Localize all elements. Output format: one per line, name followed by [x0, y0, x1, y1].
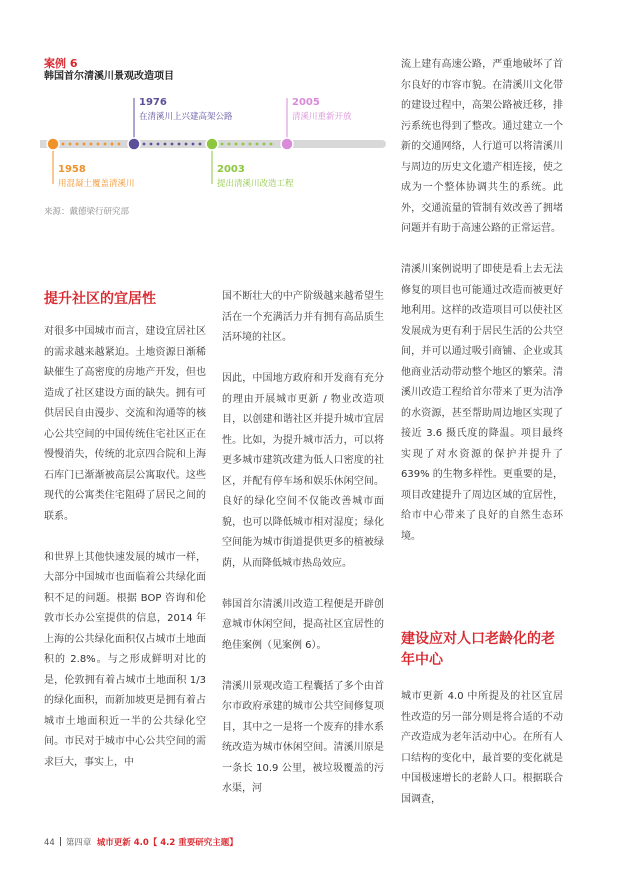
- col2-paragraph-1: 国不断壮大的中产阶级越来越希望生活在一个充满活力并有拥有高品质生活环境的社区。: [222, 291, 384, 343]
- timeline-node-1976: [128, 138, 140, 150]
- column-3-bottom: [401, 687, 563, 810]
- column-2: [222, 287, 384, 800]
- timeline-node-2003: [206, 138, 218, 150]
- case-label: 案例 6: [44, 57, 78, 70]
- timeline-dot: [143, 143, 146, 146]
- timeline-dot: [185, 143, 188, 146]
- timeline-dot: [242, 143, 245, 146]
- timeline-text-1976: 在清溪川上兴建高架公路: [139, 112, 233, 122]
- column-1: [44, 322, 206, 773]
- timeline-text-2005: 清溪川重新开放: [292, 112, 352, 122]
- timeline-text-2003: 提出清溪川改造工程: [217, 179, 294, 189]
- footer-section: 城市更新 4.0【 4.2 重要研究主题】: [96, 838, 238, 848]
- timeline-dot: [171, 143, 174, 146]
- footer-chapter: 第四章: [65, 838, 92, 848]
- col1-paragraph-2: 和世界上其他快速发展的城市一样，大部分中国城市也面临着公共绿化面积不足的问题。根据 BOP 咨询和伦敦市长办公室提供的信息，2014 年上海的公共绿化面积仅占城市土地面积的 2.8%。与之形成鲜明对比的是，伦敦拥有着占城市土地面积 1/3 的绿化面积，而新加坡更是拥有着占城市土地面积近一半的公共绿化空间。市民对于城市中心公共空间的需求巨大，事实上，中: [44, 551, 206, 768]
- timeline-dot: [192, 143, 195, 146]
- heading-livability: 提升社区的宜居性: [44, 291, 156, 307]
- col1-paragraph-1: 对很多中国城市而言，建设宜居社区的需求越来越紧迫。土地资源日渐稀缺催生了高密度的房地产开发，但也造成了社区建设方面的缺失。拥有可供居民自由漫步、交流和沟通等的核心公共空间的中国传统住宅社区正在慢慢消失，传统的北京四合院和上海石库门已渐渐被高层公寓取代。这些现代的公寓类住宅阻碍了居民之间的联系。: [44, 326, 206, 522]
- heading-elderly-center: 建设应对人口老龄化的老年中心: [401, 631, 555, 668]
- timeline-dot: [62, 143, 65, 146]
- timeline-dot: [263, 143, 266, 146]
- timeline-dot: [199, 143, 202, 146]
- timeline-dot: [235, 143, 238, 146]
- source-note: 来源：戴德梁行研究部: [44, 207, 130, 217]
- timeline-year-1976: 1976: [139, 97, 167, 108]
- footer-divider: [60, 837, 61, 846]
- timeline-dot: [178, 143, 181, 146]
- timeline-dot: [83, 143, 86, 146]
- timeline-dot: [150, 143, 153, 146]
- timeline-text-1958: 用混凝土覆盖清溪川: [58, 179, 135, 189]
- column-3-top: [401, 55, 563, 547]
- footer: [44, 837, 238, 849]
- timeline-dot: [164, 143, 167, 146]
- col3-paragraph-3: 城市更新 4.0 中所提及的社区宜居性改造的另一部分则是将合适的不动产改造成为老年活动中心。在所有人口结构的变化中，最首要的变化就是中国极速增长的老龄人口。根据联合国调查，: [401, 691, 563, 805]
- timeline: [40, 92, 390, 202]
- timeline-dot: [270, 143, 273, 146]
- col3-paragraph-2: 清溪川案例说明了即使是看上去无法修复的项目也可能通过改造而被更好地利用。这样的改造项目可以使社区发展成为更有利于居民生活的公共空间，并可以通过吸引商铺、企业或其他商业活动带动整个地区的繁荣。清溪川改造工程给首尔带来了更为洁净的水资源，甚至帮助周边地区实现了接近 3.6 摄氏度的降温。项目最终实现了对水资源的保护并提升了 639% 的生物多样性。更重要的是，项目改建提升了周边区域的宜居性，给市中心带来了良好的自然生态环境。: [401, 264, 563, 542]
- timeline-dot: [249, 143, 252, 146]
- timeline-dot: [228, 143, 231, 146]
- timeline-dot: [221, 143, 224, 146]
- timeline-dot: [256, 143, 259, 146]
- page-number: 44: [44, 838, 55, 848]
- col2-paragraph-2: 因此，中国地方政府和开发商有充分的理由开展城市更新 / 物业改造项目，以创建和谐社区并提升城市宜居性。比如，为提升城市活力，可以将更多城市建筑改建为低人口密度的社区，并配有停车场和娱乐休闲空间。良好的绿化空间不仅能改善城市面貌，也可以降低城市相对湿度；绿化空间能为城市街道提供更多的植被绿荫，从而降低城市热岛效应。: [222, 373, 384, 569]
- timeline-dot: [118, 143, 121, 146]
- col3-paragraph-1: 流上建有高速公路，严重地破坏了首尔良好的市容市貌。在清溪川文化带的建设过程中，高架公路被迁移，排污系统也得到了整改。通过建立一个新的交通网络，人行道可以将清溪川与周边的历史文化遗产相连接，使之成为一个整体协调共生的系统。此外，交通流量的管制有效改善了拥堵问题并有助于高速公路的正常运营。: [401, 59, 563, 234]
- timeline-node-2005: [281, 138, 293, 150]
- timeline-year-2005: 2005: [292, 97, 320, 108]
- timeline-dot: [111, 143, 114, 146]
- timeline-dot: [76, 143, 79, 146]
- timeline-dot: [69, 143, 72, 146]
- col2-paragraph-4: 清溪川景观改造工程囊括了多个由首尔市政府承建的城市公共空间修复项目，其中之一是将一个废弃的排水系统改造为城市休闲空间。清溪川原是一条长 10.9 公里，被垃圾覆盖的污水渠，河: [222, 680, 384, 794]
- timeline-dot: [90, 143, 93, 146]
- timeline-year-2003: 2003: [217, 164, 245, 175]
- timeline-node-1958: [47, 138, 59, 150]
- timeline-dot: [104, 143, 107, 146]
- timeline-dot: [97, 143, 100, 146]
- timeline-dot: [157, 143, 160, 146]
- col2-paragraph-3: 韩国首尔清溪川改造工程便是开辟创意城市休闲空间，提高社区宜居性的绝佳案例（见案例 6）。: [222, 598, 384, 651]
- case-title: 韩国首尔清溪川景观改造项目: [44, 71, 174, 82]
- timeline-year-1958: 1958: [58, 164, 86, 175]
